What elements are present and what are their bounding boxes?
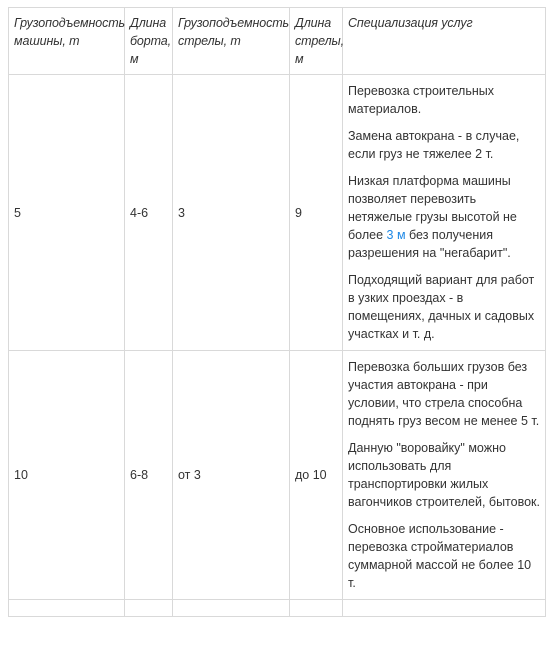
spec-paragraph: Данную "воровайку" можно использовать для транспортировки жилых вагончиков строителей, бытовок. — [348, 441, 540, 509]
spec-paragraph: Основное использование - перевозка стройматериалов суммарной массой не более 10 т. — [348, 522, 532, 590]
cell-empty — [125, 600, 173, 617]
cell-board-length: 4-6 — [125, 75, 173, 351]
header-row — [9, 8, 546, 75]
cell-truck-capacity: 10 — [9, 351, 125, 600]
header-specialization: Специализация услуг — [343, 8, 546, 75]
table-row — [9, 75, 546, 351]
cell-board-length: 6-8 — [125, 351, 173, 600]
table-row — [9, 351, 546, 600]
cell-truck-capacity: 5 — [9, 75, 125, 351]
cell-empty — [173, 600, 290, 617]
crane-truck-table — [8, 7, 546, 617]
height-link[interactable]: 3 м — [386, 228, 406, 242]
table-header — [9, 8, 546, 75]
cell-boom-length: до 10 — [290, 351, 343, 600]
cell-empty — [290, 600, 343, 617]
header-boom-length: Длина стрелы, м — [290, 8, 343, 75]
cell-empty — [343, 600, 546, 617]
header-board-length: Длина борта, м — [125, 8, 173, 75]
spec-text: Низкая платформа машины позволяет перевозить нетяжелые грузы высотой не более — [348, 174, 517, 242]
header-truck-capacity: Грузоподъемность машины, т — [9, 8, 125, 75]
spec-paragraph: Перевозка больших грузов без участия автокрана - при условии, что стрела способна поднять груз весом не менее 5 т. — [348, 360, 540, 428]
content-area — [8, 7, 545, 617]
spec-text: без получения разрешения на "негабарит". — [348, 228, 511, 260]
spec-paragraph: Замена автокрана - в случае, если груз не тяжелее 2 т. — [348, 129, 520, 161]
cell-boom-capacity: 3 — [173, 75, 290, 351]
spec-paragraph: Перевозка строительных материалов. — [348, 84, 494, 116]
table-row — [9, 600, 546, 617]
cell-boom-length: 9 — [290, 75, 343, 351]
cell-boom-capacity: от 3 — [173, 351, 290, 600]
cell-specialization — [343, 75, 546, 351]
spec-paragraph: Подходящий вариант для работ в узких проездах - в помещениях, дачных и садовых участках и т. д. — [348, 273, 535, 341]
header-boom-capacity: Грузоподъемность стрелы, т — [173, 8, 290, 75]
cell-specialization — [343, 351, 546, 600]
cell-empty — [9, 600, 125, 617]
spec-paragraph — [348, 172, 540, 262]
